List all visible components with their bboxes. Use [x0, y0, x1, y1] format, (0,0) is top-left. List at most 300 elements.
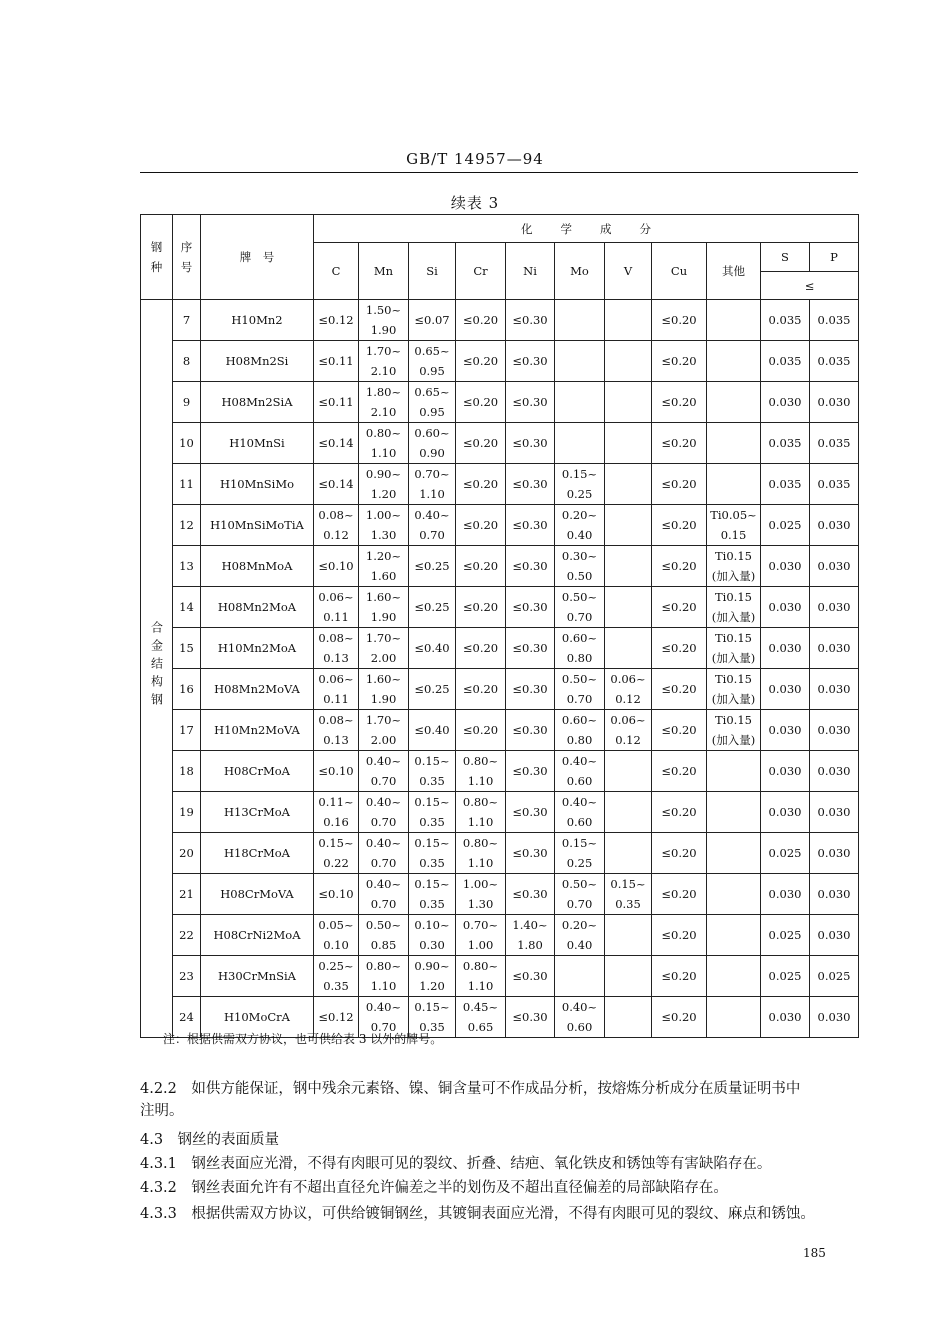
element-value-other: Ti0.15 — [715, 631, 752, 645]
element-value-cr: 0.45~ — [462, 1000, 499, 1014]
element-value-si: ≤0.07 — [414, 313, 450, 327]
element-cell-v — [605, 915, 652, 956]
steel-type-header — [141, 215, 173, 300]
element-value-si: 0.70~ — [414, 467, 450, 481]
element-cell-mo — [555, 710, 605, 751]
element-value-si: ≤0.40 — [414, 723, 450, 737]
element-value-cu: ≤0.20 — [661, 395, 697, 409]
element-cell-v — [605, 833, 652, 874]
element-cell-v — [605, 423, 652, 464]
element-value-mn: 0.90~ — [365, 467, 402, 481]
element-value-si: 1.10 — [419, 487, 445, 501]
element-cell-p: 0.035 — [810, 341, 859, 382]
element-value-cu: ≤0.20 — [661, 313, 697, 327]
element-value-c: ≤0.10 — [318, 559, 354, 573]
element-cell-si — [409, 382, 456, 423]
element-value-cr: 0.80~ — [462, 795, 499, 809]
element-value-c: ≤0.14 — [318, 477, 354, 491]
element-cell-mn — [359, 874, 409, 915]
element-cell-s: 0.035 — [761, 423, 810, 464]
element-value-ni: ≤0.30 — [512, 1010, 548, 1024]
element-value-mn: 0.70 — [370, 815, 397, 829]
table-body — [141, 300, 859, 1038]
element-value-ni: ≤0.30 — [512, 887, 548, 901]
element-value-si: 0.95 — [419, 364, 445, 378]
steel-type-header-char-2: 种 — [150, 260, 163, 274]
element-cell-c — [314, 833, 359, 874]
element-cell-s: 0.030 — [761, 792, 810, 833]
element-cell-cr — [456, 751, 506, 792]
steel-type-cell — [141, 300, 173, 1038]
element-value-ni: ≤0.30 — [512, 723, 548, 737]
element-value-mn: 0.40~ — [365, 877, 402, 891]
element-value-si: 0.35 — [419, 1020, 445, 1034]
element-value-c: 0.11 — [323, 610, 349, 624]
element-value-c: 0.10 — [323, 938, 349, 952]
grade-cell: H10Mn2 — [201, 300, 314, 341]
element-value-mn: 1.60~ — [365, 672, 402, 686]
element-cell-si — [409, 464, 456, 505]
element-value-ni: ≤0.30 — [512, 641, 548, 655]
element-cell-mn — [359, 915, 409, 956]
element-value-si: 0.15~ — [414, 877, 450, 891]
element-value-mn: 1.20 — [370, 487, 397, 501]
element-cell-ni — [506, 874, 555, 915]
element-value-si: ≤0.25 — [414, 600, 450, 614]
element-cell-cu — [652, 505, 707, 546]
seq-cell: 9 — [173, 382, 201, 423]
element-cell-cr — [456, 546, 506, 587]
element-value-si: 1.20 — [419, 979, 445, 993]
element-value-mn: 1.90 — [370, 610, 397, 624]
seq-cell: 24 — [173, 997, 201, 1038]
element-value-v: 0.12 — [615, 733, 641, 747]
element-cell-c — [314, 300, 359, 341]
element-value-mo: 0.15~ — [561, 467, 598, 481]
seq-cell: 15 — [173, 628, 201, 669]
element-cell-s: 0.035 — [761, 341, 810, 382]
chem-title-char-3: 成 — [600, 221, 612, 236]
seq-cell: 23 — [173, 956, 201, 997]
element-cell-mn — [359, 382, 409, 423]
element-cell-s: 0.030 — [761, 997, 810, 1038]
element-value-mo: 0.70 — [566, 610, 593, 624]
element-value-mo: 0.70 — [566, 692, 593, 706]
element-value-other: Ti0.15 — [715, 713, 752, 727]
element-cell-si — [409, 792, 456, 833]
element-cell-ni — [506, 382, 555, 423]
element-cell-c — [314, 956, 359, 997]
element-cell-c — [314, 505, 359, 546]
element-value-cr: 1.00~ — [462, 877, 499, 891]
section-4-3-heading: 4.3 钢丝的表面质量 — [140, 1132, 280, 1148]
element-cell-ni — [506, 997, 555, 1038]
paragraph-4-3-3: 4.3.3 根据供需双方协议，可供给镀铜钢丝，其镀铜表面应光滑，不得有肉眼可见的裂纹、麻点和锈蚀。 — [140, 1206, 815, 1222]
element-value-c: 0.08~ — [318, 508, 354, 522]
element-value-ni: ≤0.30 — [512, 805, 548, 819]
element-cell-v — [605, 669, 652, 710]
element-value-cr: ≤0.20 — [462, 395, 499, 409]
element-cell-other — [707, 956, 761, 997]
element-value-cr: ≤0.20 — [462, 354, 499, 368]
element-value-cu: ≤0.20 — [661, 477, 697, 491]
grade-cell: H10MoCrA — [201, 997, 314, 1038]
element-value-cu: ≤0.20 — [661, 846, 697, 860]
element-cell-mn — [359, 587, 409, 628]
element-value-mn: 0.40~ — [365, 1000, 402, 1014]
grade-cell: H10MnSiMo — [201, 464, 314, 505]
element-cell-mn — [359, 505, 409, 546]
element-value-mo: 0.25 — [566, 487, 593, 501]
seq-cell: 7 — [173, 300, 201, 341]
element-cell-ni — [506, 956, 555, 997]
element-value-si: 0.35 — [419, 897, 445, 911]
element-value-mo: 0.60~ — [561, 713, 598, 727]
element-cell-mn — [359, 792, 409, 833]
element-cell-ni — [506, 300, 555, 341]
element-value-mo: 0.50~ — [561, 672, 598, 686]
element-cell-p: 0.035 — [810, 464, 859, 505]
element-cell-p: 0.035 — [810, 423, 859, 464]
element-value-mn: 1.70~ — [365, 631, 402, 645]
steel-type-header-char-1: 钢 — [150, 240, 163, 254]
element-cell-v — [605, 997, 652, 1038]
element-cell-c — [314, 669, 359, 710]
element-cell-mo — [555, 997, 605, 1038]
element-cell-cr — [456, 833, 506, 874]
grade-cell: H13CrMoA — [201, 792, 314, 833]
element-value-si: 0.35 — [419, 774, 445, 788]
element-value-si: 0.95 — [419, 405, 445, 419]
element-value-si: 0.35 — [419, 856, 445, 870]
element-cell-ni — [506, 628, 555, 669]
element-cell-p: 0.030 — [810, 546, 859, 587]
element-value-cr: ≤0.20 — [462, 641, 499, 655]
table-row — [141, 546, 859, 587]
element-cell-p: 0.035 — [810, 300, 859, 341]
seq-cell: 22 — [173, 915, 201, 956]
element-cell-other — [707, 341, 761, 382]
element-value-si: 0.35 — [419, 815, 445, 829]
element-value-si: 0.40~ — [414, 508, 450, 522]
table-caption: 续表 3 — [450, 194, 500, 212]
element-cell-c — [314, 546, 359, 587]
element-value-c: ≤0.12 — [318, 313, 354, 327]
element-cell-mn — [359, 423, 409, 464]
element-value-cr: ≤0.20 — [462, 477, 499, 491]
element-value-si: ≤0.40 — [414, 641, 450, 655]
element-value-mn: 2.00 — [370, 651, 397, 665]
element-value-other: Ti0.15 — [715, 590, 752, 604]
element-value-c: 0.22 — [323, 856, 349, 870]
element-cell-cu — [652, 874, 707, 915]
element-cell-other — [707, 997, 761, 1038]
element-value-cr: ≤0.20 — [462, 436, 499, 450]
element-cell-c — [314, 874, 359, 915]
table-row — [141, 464, 859, 505]
element-cell-cu — [652, 423, 707, 464]
element-cell-s: 0.030 — [761, 710, 810, 751]
element-value-c: 0.08~ — [318, 713, 354, 727]
element-value-mn: 0.80~ — [365, 426, 402, 440]
chemical-composition-table — [140, 214, 859, 1038]
element-value-mo: 0.60 — [566, 815, 593, 829]
element-cell-cu — [652, 751, 707, 792]
element-value-ni: ≤0.30 — [512, 395, 548, 409]
element-value-si: ≤0.25 — [414, 559, 450, 573]
element-cell-cu — [652, 341, 707, 382]
element-value-mo: 0.15~ — [561, 836, 598, 850]
element-cell-cu — [652, 710, 707, 751]
element-value-mn: 1.90 — [370, 323, 397, 337]
element-cell-ni — [506, 423, 555, 464]
grade-cell: H08Mn2Si — [201, 341, 314, 382]
element-header-si: Si — [409, 243, 456, 300]
element-cell-v — [605, 956, 652, 997]
page-number: 185 — [803, 1246, 826, 1260]
element-header-mo: Mo — [555, 243, 605, 300]
element-value-ni: ≤0.30 — [512, 354, 548, 368]
element-cell-si — [409, 915, 456, 956]
element-cell-v — [605, 464, 652, 505]
element-cell-ni — [506, 710, 555, 751]
element-value-v: 0.06~ — [610, 672, 646, 686]
table-row — [141, 915, 859, 956]
element-cell-cu — [652, 300, 707, 341]
element-value-other: Ti0.15 — [715, 672, 752, 686]
element-value-mo: 0.20~ — [561, 918, 598, 932]
seq-cell: 16 — [173, 669, 201, 710]
element-cell-c — [314, 382, 359, 423]
element-cell-mo — [555, 915, 605, 956]
element-cell-other — [707, 464, 761, 505]
element-cell-mo — [555, 546, 605, 587]
element-cell-c — [314, 710, 359, 751]
element-value-ni: 1.80 — [517, 938, 543, 952]
element-value-other: (加入量) — [711, 610, 756, 624]
grade-cell: H18CrMoA — [201, 833, 314, 874]
element-cell-cu — [652, 546, 707, 587]
table-row — [141, 341, 859, 382]
table-row — [141, 751, 859, 792]
element-value-cr: ≤0.20 — [462, 600, 499, 614]
grade-cell: H08Mn2MoA — [201, 587, 314, 628]
element-value-si: 0.15~ — [414, 836, 450, 850]
element-cell-cr — [456, 792, 506, 833]
element-value-mn: 2.10 — [370, 364, 397, 378]
grade-cell: H08CrMoVA — [201, 874, 314, 915]
table-row — [141, 505, 859, 546]
table-row — [141, 587, 859, 628]
element-header-p: P — [810, 243, 859, 272]
element-value-si: 0.70 — [419, 528, 445, 542]
element-value-cu: ≤0.20 — [661, 559, 697, 573]
element-cell-p: 0.030 — [810, 997, 859, 1038]
element-value-mn: 0.50~ — [365, 918, 402, 932]
element-value-c: 0.08~ — [318, 631, 354, 645]
element-cell-si — [409, 751, 456, 792]
element-cell-si — [409, 874, 456, 915]
element-cell-si — [409, 341, 456, 382]
element-value-cr: ≤0.20 — [462, 518, 499, 532]
element-cell-other — [707, 792, 761, 833]
paragraph-4-3-2: 4.3.2 钢丝表面允许有不超出直径允许偏差之半的划伤及不超出直径偏差的局部缺陷存在。 — [140, 1180, 728, 1196]
element-cell-cu — [652, 669, 707, 710]
element-cell-p: 0.030 — [810, 874, 859, 915]
element-header-c: C — [314, 243, 359, 300]
element-cell-cu — [652, 628, 707, 669]
element-value-c: ≤0.10 — [318, 887, 354, 901]
max-symbol-header: ≤ — [761, 272, 859, 300]
element-cell-mo — [555, 423, 605, 464]
element-cell-s: 0.030 — [761, 546, 810, 587]
element-cell-other — [707, 505, 761, 546]
element-value-ni: ≤0.30 — [512, 846, 548, 860]
seq-cell: 10 — [173, 423, 201, 464]
seq-header-char-2: 号 — [180, 260, 193, 274]
element-value-c: ≤0.11 — [318, 354, 354, 368]
element-cell-v — [605, 382, 652, 423]
seq-cell: 18 — [173, 751, 201, 792]
element-cell-c — [314, 464, 359, 505]
element-value-mo: 0.80 — [566, 733, 593, 747]
element-cell-v — [605, 710, 652, 751]
element-cell-p: 0.030 — [810, 751, 859, 792]
element-value-mn: 1.60 — [370, 569, 397, 583]
element-value-ni: 1.40~ — [512, 918, 548, 932]
element-value-si: 0.60~ — [414, 426, 450, 440]
element-value-mo: 0.50~ — [561, 590, 598, 604]
element-value-mn: 2.10 — [370, 405, 397, 419]
grade-cell: H08Mn2SiA — [201, 382, 314, 423]
element-value-c: 0.35 — [323, 979, 349, 993]
element-value-mn: 2.00 — [370, 733, 397, 747]
element-value-c: 0.16 — [323, 815, 349, 829]
element-value-c: 0.05~ — [318, 918, 354, 932]
element-cell-p: 0.030 — [810, 792, 859, 833]
element-cell-si — [409, 587, 456, 628]
element-header-other: 其他 — [707, 243, 761, 300]
element-cell-si — [409, 546, 456, 587]
element-cell-mo — [555, 505, 605, 546]
chem-title-char-4: 分 — [639, 221, 651, 236]
element-value-cr: 1.10 — [467, 979, 494, 993]
element-header-ni: Ni — [506, 243, 555, 300]
element-value-mn: 1.10 — [370, 979, 397, 993]
element-cell-mn — [359, 833, 409, 874]
grade-cell: H08CrNi2MoA — [201, 915, 314, 956]
element-value-si: 0.15~ — [414, 795, 450, 809]
element-value-cr: 1.00 — [467, 938, 494, 952]
element-cell-other — [707, 874, 761, 915]
element-cell-cr — [456, 669, 506, 710]
element-value-mo: 0.40 — [566, 938, 593, 952]
element-value-cu: ≤0.20 — [661, 805, 697, 819]
element-value-c: 0.13 — [323, 733, 349, 747]
element-cell-v — [605, 341, 652, 382]
element-value-mn: 0.40~ — [365, 754, 402, 768]
element-value-mn: 0.70 — [370, 897, 397, 911]
element-cell-mo — [555, 300, 605, 341]
element-cell-c — [314, 628, 359, 669]
element-cell-cu — [652, 382, 707, 423]
element-cell-mn — [359, 300, 409, 341]
element-cell-cu — [652, 997, 707, 1038]
element-value-cu: ≤0.20 — [661, 764, 697, 778]
element-value-cu: ≤0.20 — [661, 641, 697, 655]
element-cell-cr — [456, 997, 506, 1038]
element-cell-mn — [359, 628, 409, 669]
element-cell-s: 0.030 — [761, 587, 810, 628]
element-cell-p: 0.030 — [810, 669, 859, 710]
element-cell-si — [409, 956, 456, 997]
element-value-cr: 0.65 — [467, 1020, 494, 1034]
element-cell-v — [605, 874, 652, 915]
seq-cell: 8 — [173, 341, 201, 382]
element-value-ni: ≤0.30 — [512, 969, 548, 983]
element-cell-v — [605, 587, 652, 628]
element-cell-ni — [506, 833, 555, 874]
element-value-c: 0.06~ — [318, 590, 354, 604]
element-value-cr: 0.80~ — [462, 754, 499, 768]
paragraph-4-3-1: 4.3.1 钢丝表面应光滑，不得有肉眼可见的裂纹、折叠、结疤、氧化铁皮和锈蚀等有害缺陷存在。 — [140, 1156, 772, 1172]
element-value-mo: 0.50~ — [561, 877, 598, 891]
element-value-ni: ≤0.30 — [512, 436, 548, 450]
element-cell-mo — [555, 874, 605, 915]
element-value-mn: 0.80~ — [365, 959, 402, 973]
paragraph-4-2-2-line-1: 4.2.2 如供方能保证，钢中残余元素铬、镍、铜含量可不作成品分析，按熔炼分析成分在质量证明书中 — [140, 1081, 801, 1097]
element-cell-p: 0.030 — [810, 505, 859, 546]
element-value-cr: ≤0.20 — [462, 723, 499, 737]
element-value-si: 0.15~ — [414, 1000, 450, 1014]
element-value-mo: 0.40~ — [561, 754, 598, 768]
element-value-mo: 0.40~ — [561, 1000, 598, 1014]
element-value-cr: ≤0.20 — [462, 682, 499, 696]
element-value-mo: 0.60 — [566, 1020, 593, 1034]
grade-cell: H10Mn2MoA — [201, 628, 314, 669]
table-row — [141, 628, 859, 669]
element-cell-s: 0.035 — [761, 464, 810, 505]
seq-header-char-1: 序 — [180, 240, 193, 254]
element-cell-other — [707, 628, 761, 669]
element-cell-s: 0.025 — [761, 956, 810, 997]
element-cell-v — [605, 505, 652, 546]
element-cell-s: 0.030 — [761, 751, 810, 792]
element-value-v: 0.35 — [615, 897, 641, 911]
element-value-mo: 0.60 — [566, 774, 593, 788]
seq-cell: 14 — [173, 587, 201, 628]
element-value-mn: 1.00~ — [365, 508, 402, 522]
chem-title-char-1: 化 — [521, 221, 533, 236]
chem-title-char-2: 学 — [560, 221, 572, 236]
element-cell-other — [707, 710, 761, 751]
element-cell-si — [409, 833, 456, 874]
element-value-cr: 1.30 — [467, 897, 494, 911]
element-cell-other — [707, 751, 761, 792]
element-value-c: ≤0.14 — [318, 436, 354, 450]
element-value-cr: 1.10 — [467, 815, 494, 829]
element-value-c: 0.11 — [323, 692, 349, 706]
table-row — [141, 833, 859, 874]
element-header-mn: Mn — [359, 243, 409, 300]
element-cell-mo — [555, 792, 605, 833]
seq-cell: 17 — [173, 710, 201, 751]
element-cell-s: 0.030 — [761, 874, 810, 915]
element-header-v: V — [605, 243, 652, 300]
element-cell-ni — [506, 587, 555, 628]
element-value-mn: 1.20~ — [365, 549, 402, 563]
table-row — [141, 874, 859, 915]
